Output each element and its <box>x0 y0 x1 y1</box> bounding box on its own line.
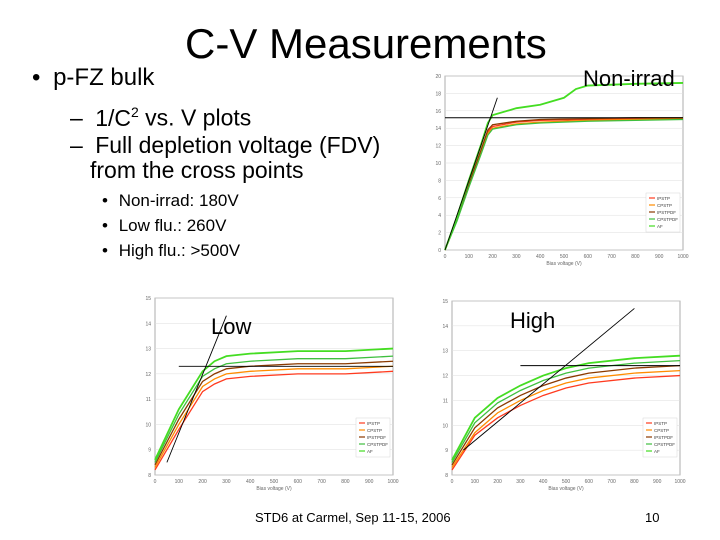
slide-title: C-V Measurements <box>185 20 547 67</box>
sub-bullet-2 <box>70 133 380 158</box>
x-axis-label: Bias voltage (V) <box>256 486 292 492</box>
x-tick-label: 0 <box>450 479 454 485</box>
x-tick-label: 0 <box>153 479 157 485</box>
non-irrad-label: Non-irrad <box>583 66 675 91</box>
bullet-glyph: • <box>102 191 108 210</box>
y-tick-label: 15 <box>442 299 448 305</box>
x-tick-label: 700 <box>607 479 616 485</box>
y-tick-label: 13 <box>442 348 448 355</box>
x-tick-label: 1000 <box>677 254 689 260</box>
y-tick-label: 10 <box>435 161 441 167</box>
y-tick-label: 14 <box>442 323 448 330</box>
x-tick-label: 700 <box>317 479 326 485</box>
legend-label: IPSTPDF <box>367 435 387 440</box>
x-axis-label: Bias voltage (V) <box>546 261 582 267</box>
fdv-high <box>102 240 240 262</box>
fdv-low-text: Low flu.: 260V <box>118 216 227 235</box>
x-tick-label: 900 <box>655 254 664 260</box>
high-fluence-plot <box>432 293 692 493</box>
legend-label: CPSTP <box>657 203 673 208</box>
y-tick-label: 14 <box>435 126 441 133</box>
x-tick-label: 600 <box>293 479 302 485</box>
legend-label: IPSTPDF <box>657 210 677 215</box>
y-tick-label: 12 <box>145 371 151 378</box>
legend-label: CPSTPDF <box>367 442 389 447</box>
legend-label: IPSTP <box>367 421 381 426</box>
y-tick-label: 9 <box>148 447 151 454</box>
x-tick-label: 300 <box>512 254 521 260</box>
x-tick-label: 900 <box>653 479 662 485</box>
legend-label: AF <box>654 449 660 454</box>
fdv-non-irrad-text: Non-irrad: 180V <box>118 191 239 210</box>
x-tick-label: 1000 <box>674 479 686 485</box>
x-tick-label: 400 <box>536 254 545 260</box>
x-tick-label: 800 <box>631 254 640 260</box>
x-tick-label: 500 <box>269 479 279 485</box>
bullet-glyph: • <box>32 64 41 91</box>
x-tick-label: 400 <box>539 479 548 485</box>
y-tick-label: 11 <box>145 397 151 404</box>
y-tick-label: 8 <box>438 178 441 185</box>
y-tick-label: 8 <box>445 473 448 479</box>
y-tick-label: 18 <box>435 91 441 98</box>
x-tick-label: 200 <box>198 479 207 485</box>
page-number: 10 <box>645 510 660 525</box>
x-tick-label: 300 <box>516 479 525 485</box>
high-fluence-label: High <box>510 308 556 333</box>
x-tick-label: 800 <box>630 479 639 485</box>
bullet-glyph: • <box>102 241 108 260</box>
y-tick-label: 8 <box>148 473 151 479</box>
y-tick-label: 14 <box>145 321 151 328</box>
sub-bullet-dash: – <box>70 104 83 131</box>
x-tick-label: 900 <box>365 479 374 485</box>
main-bullet-text: p-FZ bulk <box>53 64 155 91</box>
legend-label: AF <box>657 224 663 229</box>
y-tick-label: 13 <box>145 346 151 353</box>
x-tick-label: 300 <box>222 479 231 485</box>
legend-label: CPSTP <box>654 428 670 433</box>
sub-bullet-1 <box>70 100 251 131</box>
fdv-non-irrad <box>102 190 239 212</box>
bullet-glyph: • <box>102 216 108 235</box>
x-tick-label: 100 <box>174 479 183 485</box>
footer-text: STD6 at Carmel, Sep 11-15, 2006 <box>255 510 451 525</box>
y-tick-label: 12 <box>442 373 448 380</box>
y-tick-label: 11 <box>442 398 448 405</box>
x-tick-label: 400 <box>246 479 255 485</box>
legend-label: CPSTPDF <box>654 442 676 447</box>
legend-label: CPSTP <box>367 428 383 433</box>
y-tick-label: 20 <box>435 74 441 80</box>
y-tick-label: 16 <box>435 108 441 115</box>
x-tick-label: 600 <box>584 479 593 485</box>
y-tick-label: 9 <box>445 448 448 455</box>
fdv-low <box>102 215 226 237</box>
sub-bullet-2-line2: from the cross points <box>90 157 304 183</box>
x-axis-label: Bias voltage (V) <box>548 486 584 492</box>
legend-label: CPSTPDF <box>657 217 679 222</box>
legend-label: AF <box>367 449 373 454</box>
y-tick-label: 4 <box>438 213 441 220</box>
y-tick-label: 10 <box>145 422 151 429</box>
main-bullet <box>32 64 154 92</box>
superscript-two: 2 <box>130 104 139 120</box>
x-tick-label: 800 <box>341 479 350 485</box>
x-tick-label: 1000 <box>387 479 399 485</box>
x-tick-label: 100 <box>470 479 479 485</box>
low-fluence-label: Low <box>211 314 252 339</box>
sub-bullet-dash: – <box>70 132 83 158</box>
y-tick-label: 2 <box>438 230 441 237</box>
x-tick-label: 600 <box>583 254 592 260</box>
y-tick-label: 0 <box>438 248 441 254</box>
x-tick-label: 0 <box>443 254 447 260</box>
fdv-high-text: High flu.: >500V <box>118 241 241 260</box>
x-tick-label: 200 <box>493 479 502 485</box>
y-tick-label: 6 <box>438 195 441 202</box>
y-tick-label: 12 <box>435 143 441 150</box>
y-tick-label: 10 <box>442 423 448 430</box>
sub-bullet-text: Full depletion voltage (FDV) <box>95 132 381 158</box>
legend-label: IPSTPDF <box>654 435 674 440</box>
legend-label: IPSTP <box>657 196 671 201</box>
non-irrad-plot <box>425 68 695 268</box>
sub-bullet-text: 1/C <box>95 104 131 131</box>
sub-bullet-text-after: vs. V plots <box>138 104 252 131</box>
x-tick-label: 200 <box>488 254 497 260</box>
x-tick-label: 500 <box>559 254 569 260</box>
low-fluence-plot <box>135 290 407 495</box>
x-tick-label: 100 <box>464 254 473 260</box>
x-tick-label: 500 <box>561 479 571 485</box>
y-tick-label: 15 <box>145 296 151 302</box>
legend-label: IPSTP <box>654 421 668 426</box>
x-tick-label: 700 <box>607 254 616 260</box>
